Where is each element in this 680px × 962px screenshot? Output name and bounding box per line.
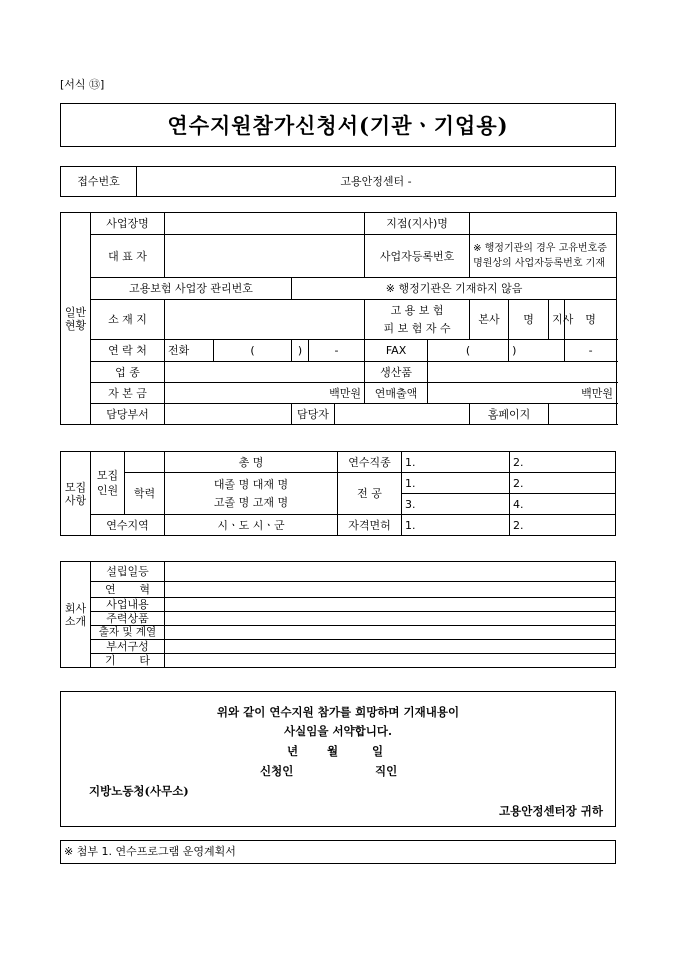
others-field[interactable] (165, 654, 616, 668)
manager-label: 담당자 (292, 404, 335, 425)
history-label: 연 혁 (91, 582, 165, 598)
education-counts[interactable] (165, 473, 338, 515)
fax-paren-close: ) (509, 340, 565, 362)
history-field[interactable] (165, 582, 616, 598)
biz-name-label: 사업장명 (91, 213, 165, 235)
capital-unit: 백만원 (165, 383, 365, 404)
phone-dash: - (309, 340, 365, 362)
job-type-1[interactable]: 1. (402, 452, 510, 473)
head-office-unit: 명 (509, 300, 549, 340)
oath-line-1: 위와 같이 연수지원 참가를 희망하며 기재내용이 (216, 705, 460, 719)
form-number-label: [서식 ⑬] (60, 78, 105, 91)
dept-field[interactable] (165, 404, 292, 425)
oath-addressee: 고용안정센터장 귀하 (499, 804, 603, 818)
affiliates-label: 출자 및 계열 (91, 626, 165, 640)
license-label: 자격면허 (338, 515, 402, 536)
insured-label-1: 고 용 보 험 (390, 303, 444, 317)
phone-paren-close: ) (292, 340, 309, 362)
address-field[interactable] (165, 300, 365, 340)
general-section-label: 일반 현황 (61, 213, 91, 425)
company-table (60, 561, 616, 668)
head-office-label: 본사 (470, 300, 509, 340)
major-label: 전 공 (338, 473, 402, 515)
phone-label: 전화 (165, 340, 214, 362)
oath-line-2: 사실임을 서약합니다. (284, 724, 392, 738)
major-4[interactable]: 4. (510, 494, 616, 515)
industry-field[interactable] (165, 362, 365, 383)
homepage-field[interactable] (549, 404, 617, 425)
receipt-value[interactable]: 고용안정센터 - (137, 167, 616, 197)
products-label: 생산품 (365, 362, 428, 383)
contact-label: 연 락 처 (91, 340, 165, 362)
annual-sales-label: 연매출액 (365, 383, 428, 404)
ceo-field[interactable] (165, 235, 365, 278)
oath-office: 지방노동청(사무소) (89, 784, 189, 798)
job-type-label: 연수직종 (338, 452, 402, 473)
job-type-2[interactable]: 2. (510, 452, 616, 473)
license-2[interactable]: 2. (510, 515, 616, 536)
receipt-label: 접수번호 (61, 167, 137, 197)
license-1[interactable]: 1. (402, 515, 510, 536)
homepage-label: 홈페이지 (470, 404, 549, 425)
recruit-total[interactable]: 총 명 (165, 452, 338, 473)
insured-count-label (365, 300, 470, 340)
high-grad-count: 고졸 명 고재 명 (213, 495, 289, 509)
oath-year: 년 (287, 744, 299, 758)
dept-label: 담당부서 (91, 404, 165, 425)
recruit-blank (125, 452, 165, 473)
insurance-note: ※ 행정기관은 기재하지 않음 (292, 278, 617, 300)
branch-unit: 명 (565, 300, 617, 340)
branch-name-field[interactable] (470, 213, 617, 235)
business-label: 사업내용 (91, 598, 165, 612)
major-3[interactable]: 3. (402, 494, 510, 515)
products-field[interactable] (428, 362, 617, 383)
affiliates-field[interactable] (165, 626, 616, 640)
recruit-table (60, 451, 616, 536)
company-section-label: 회사 소개 (61, 562, 91, 668)
college-grad-count: 대졸 명 대재 명 (213, 477, 289, 491)
oath-day: 일 (372, 744, 384, 758)
founded-field[interactable] (165, 562, 616, 582)
major-2[interactable]: 2. (510, 473, 616, 494)
departments-label: 부서구성 (91, 640, 165, 654)
admin-note: ※ 행정기관의 경우 고유번호증 명원상의 사업자등록번호 기재 (470, 235, 617, 278)
recruit-group-label: 모집 인원 (91, 452, 125, 515)
general-table (60, 212, 617, 425)
insured-label-2: 피 보 험 자 수 (383, 321, 451, 335)
business-field[interactable] (165, 598, 616, 612)
biz-reg-no-label: 사업자등록번호 (365, 235, 470, 278)
oath-applicant: 신청인 (260, 764, 294, 778)
oath-month: 월 (327, 744, 339, 758)
main-products-label: 주력상품 (91, 612, 165, 626)
annual-sales-unit: 백만원 (428, 383, 617, 404)
insurance-no-label: 고용보험 사업장 관리번호 (91, 278, 292, 300)
others-label: 기 타 (91, 654, 165, 668)
founded-label: 설립일등 (91, 562, 165, 582)
industry-label: 업 종 (91, 362, 165, 383)
fax-paren-open: ( (428, 340, 509, 362)
receipt-table (60, 166, 616, 197)
branch-label: 지사 (549, 300, 565, 340)
branch-name-label: 지점(지사)명 (365, 213, 470, 235)
form-title: 연수지원참가신청서(기관ㆍ기업용) (167, 113, 509, 138)
main-products-field[interactable] (165, 612, 616, 626)
biz-name-field[interactable] (165, 213, 365, 235)
region-value[interactable]: 시ㆍ도 시ㆍ군 (165, 515, 338, 536)
title-box (60, 103, 616, 147)
phone-paren-open: ( (214, 340, 292, 362)
departments-field[interactable] (165, 640, 616, 654)
oath-seal: 직인 (375, 764, 398, 778)
ceo-label: 대 표 자 (91, 235, 165, 278)
manager-field[interactable] (335, 404, 470, 425)
oath-box (60, 691, 616, 827)
recruit-section-label: 모집 사항 (61, 452, 91, 536)
major-1[interactable]: 1. (402, 473, 510, 494)
address-label: 소 재 지 (91, 300, 165, 340)
fax-label: FAX (365, 340, 428, 362)
capital-label: 자 본 금 (91, 383, 165, 404)
attachment-note: ※ 첨부 1. 연수프로그램 운영계획서 (60, 840, 616, 864)
region-label: 연수지역 (91, 515, 165, 536)
education-label: 학력 (125, 473, 165, 515)
fax-dash: - (565, 340, 617, 362)
